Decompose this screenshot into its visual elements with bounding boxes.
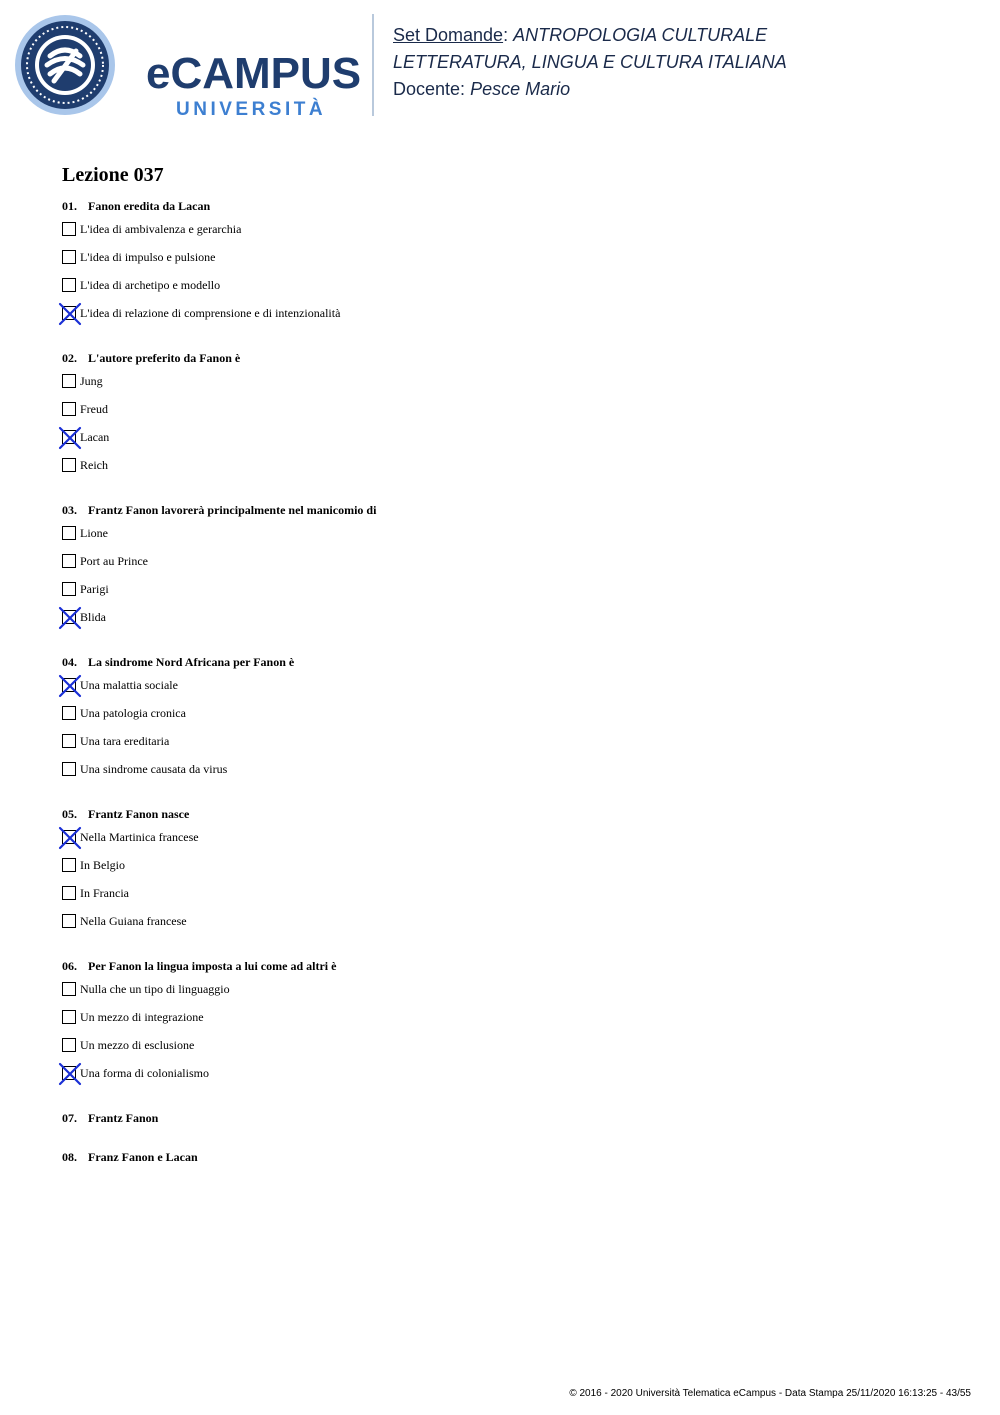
checkbox[interactable] xyxy=(62,374,76,388)
ecampus-emblem-icon xyxy=(14,14,116,116)
answer-label: L'idea di archetipo e modello xyxy=(80,278,221,292)
checkbox[interactable] xyxy=(62,278,76,292)
answer-option[interactable] xyxy=(62,278,962,306)
logo-subtitle: UNIVERSITÀ xyxy=(176,99,327,120)
question-label: Frantz Fanon xyxy=(88,1111,159,1125)
question-text xyxy=(62,501,962,519)
question-number: 05. xyxy=(62,807,77,821)
question-label: Per Fanon la lingua imposta a lui come ad altri è xyxy=(88,959,337,973)
logo-wordmark: eCAMPUS xyxy=(146,49,362,98)
question-text xyxy=(62,1109,962,1127)
answer-option[interactable] xyxy=(62,430,962,458)
question xyxy=(62,349,962,486)
answer-option[interactable] xyxy=(62,830,962,858)
checkbox-checked[interactable] xyxy=(62,830,76,844)
course-line-1: ANTROPOLOGIA CULTURALE xyxy=(513,25,768,45)
question-number: 01. xyxy=(62,199,77,213)
answer-option[interactable] xyxy=(62,914,962,942)
checkbox-checked[interactable] xyxy=(62,610,76,624)
answer-option[interactable] xyxy=(62,1066,962,1094)
checkbox-checked[interactable] xyxy=(62,1066,76,1080)
answer-label: Nulla che un tipo di linguaggio xyxy=(80,982,230,996)
answer-label: Jung xyxy=(80,374,103,388)
answer-option[interactable] xyxy=(62,1038,962,1066)
cross-mark-icon xyxy=(59,303,81,325)
answer-label: Nella Guiana francese xyxy=(80,914,187,928)
question-text xyxy=(62,1148,962,1166)
question-number: 06. xyxy=(62,959,77,973)
checkbox[interactable] xyxy=(62,858,76,872)
answer-label: In Francia xyxy=(80,886,129,900)
answer-label: Lacan xyxy=(80,430,110,444)
answer-option[interactable] xyxy=(62,458,962,486)
checkbox[interactable] xyxy=(62,582,76,596)
question-number: 02. xyxy=(62,351,77,365)
answer-label: Lione xyxy=(80,526,108,540)
answer-label: In Belgio xyxy=(80,858,125,872)
lesson-content xyxy=(62,162,962,1187)
docente-label: Docente: xyxy=(393,79,466,99)
question-label: Frantz Fanon nasce xyxy=(88,807,190,821)
answer-option[interactable] xyxy=(62,526,962,554)
question xyxy=(62,1109,962,1127)
checkbox[interactable] xyxy=(62,1038,76,1052)
answer-option[interactable] xyxy=(62,582,962,610)
answer-label: Una tara ereditaria xyxy=(80,734,170,748)
checkbox[interactable] xyxy=(62,554,76,568)
answer-option[interactable] xyxy=(62,886,962,914)
answer-label: Un mezzo di esclusione xyxy=(80,1038,195,1052)
answer-label: L'idea di impulso e pulsione xyxy=(80,250,216,264)
checkbox[interactable] xyxy=(62,222,76,236)
question-list xyxy=(62,197,962,1166)
question xyxy=(62,501,962,638)
course-line-2: LETTERATURA, LINGUA E CULTURA ITALIANA xyxy=(393,52,787,72)
answer-label: Una malattia sociale xyxy=(80,678,178,692)
ecampus-logo xyxy=(14,14,374,120)
answer-option[interactable] xyxy=(62,1010,962,1038)
answer-option[interactable] xyxy=(62,982,962,1010)
answer-label: Blida xyxy=(80,610,106,624)
answer-option[interactable] xyxy=(62,554,962,582)
answer-option[interactable] xyxy=(62,250,962,278)
answer-option[interactable] xyxy=(62,402,962,430)
question xyxy=(62,653,962,790)
answer-option[interactable] xyxy=(62,610,962,638)
answer-option[interactable] xyxy=(62,678,962,706)
question xyxy=(62,805,962,942)
question-label: Frantz Fanon lavorerà principalmente nel manicomio di xyxy=(88,503,377,517)
answer-label: Una forma di colonialismo xyxy=(80,1066,209,1080)
header-course-info xyxy=(393,22,787,103)
page-header xyxy=(0,0,1000,130)
header-line-docente xyxy=(393,76,787,103)
checkbox[interactable] xyxy=(62,886,76,900)
answer-option[interactable] xyxy=(62,762,962,790)
checkbox[interactable] xyxy=(62,1010,76,1024)
checkbox[interactable] xyxy=(62,706,76,720)
cross-mark-icon xyxy=(59,827,81,849)
question-label: La sindrome Nord Africana per Fanon è xyxy=(88,655,295,669)
question xyxy=(62,197,962,334)
answer-label: Freud xyxy=(80,402,108,416)
lesson-title: Lezione 037 xyxy=(62,164,164,186)
checkbox[interactable] xyxy=(62,402,76,416)
checkbox[interactable] xyxy=(62,250,76,264)
checkbox-checked[interactable] xyxy=(62,430,76,444)
question-text xyxy=(62,653,962,671)
question-number: 07. xyxy=(62,1111,77,1125)
question-label: L'autore preferito da Fanon è xyxy=(88,351,241,365)
header-line-set xyxy=(393,22,787,49)
header-divider xyxy=(372,14,374,116)
question-text xyxy=(62,349,962,367)
checkbox[interactable] xyxy=(62,458,76,472)
answer-option[interactable] xyxy=(62,222,962,250)
question-text xyxy=(62,957,962,975)
answer-option[interactable] xyxy=(62,374,962,402)
answer-label: Parigi xyxy=(80,582,109,596)
question-label: Franz Fanon e Lacan xyxy=(88,1150,198,1164)
set-domande-label: Set Domande xyxy=(393,25,504,45)
checkbox[interactable] xyxy=(62,526,76,540)
checkbox[interactable] xyxy=(62,762,76,776)
cross-mark-icon xyxy=(59,607,81,629)
answer-label: Nella Martinica francese xyxy=(80,830,199,844)
cross-mark-icon xyxy=(59,675,81,697)
page-footer: © 2016 - 2020 Università Telematica eCampus - Data Stampa 25/11/2020 16:13:25 - 43/55 xyxy=(569,1388,971,1399)
checkbox[interactable] xyxy=(62,914,76,928)
answer-label: L'idea di relazione di comprensione e di intenzionalità xyxy=(80,306,341,320)
question-number: 03. xyxy=(62,503,77,517)
cross-mark-icon xyxy=(59,1063,81,1085)
answer-label: Un mezzo di integrazione xyxy=(80,1010,204,1024)
question xyxy=(62,1148,962,1166)
answer-label: Port au Prince xyxy=(80,554,148,568)
answer-label: Una patologia cronica xyxy=(80,706,186,720)
question-label: Fanon eredita da Lacan xyxy=(88,199,211,213)
question-number: 08. xyxy=(62,1150,77,1164)
checkbox-checked[interactable] xyxy=(62,306,76,320)
question-number: 04. xyxy=(62,655,77,669)
question xyxy=(62,957,962,1094)
answer-option[interactable] xyxy=(62,706,962,734)
answer-label: L'idea di ambivalenza e gerarchia xyxy=(80,222,242,236)
answer-label: Una sindrome causata da virus xyxy=(80,762,228,776)
set-separator: : xyxy=(503,25,509,45)
question-text xyxy=(62,197,962,215)
answer-option[interactable] xyxy=(62,858,962,886)
checkbox-checked[interactable] xyxy=(62,678,76,692)
answer-label: Reich xyxy=(80,458,108,472)
answer-option[interactable] xyxy=(62,306,962,334)
checkbox[interactable] xyxy=(62,734,76,748)
cross-mark-icon xyxy=(59,427,81,449)
question-text xyxy=(62,805,962,823)
answer-option[interactable] xyxy=(62,734,962,762)
docente-name: Pesce Mario xyxy=(470,79,571,99)
checkbox[interactable] xyxy=(62,982,76,996)
